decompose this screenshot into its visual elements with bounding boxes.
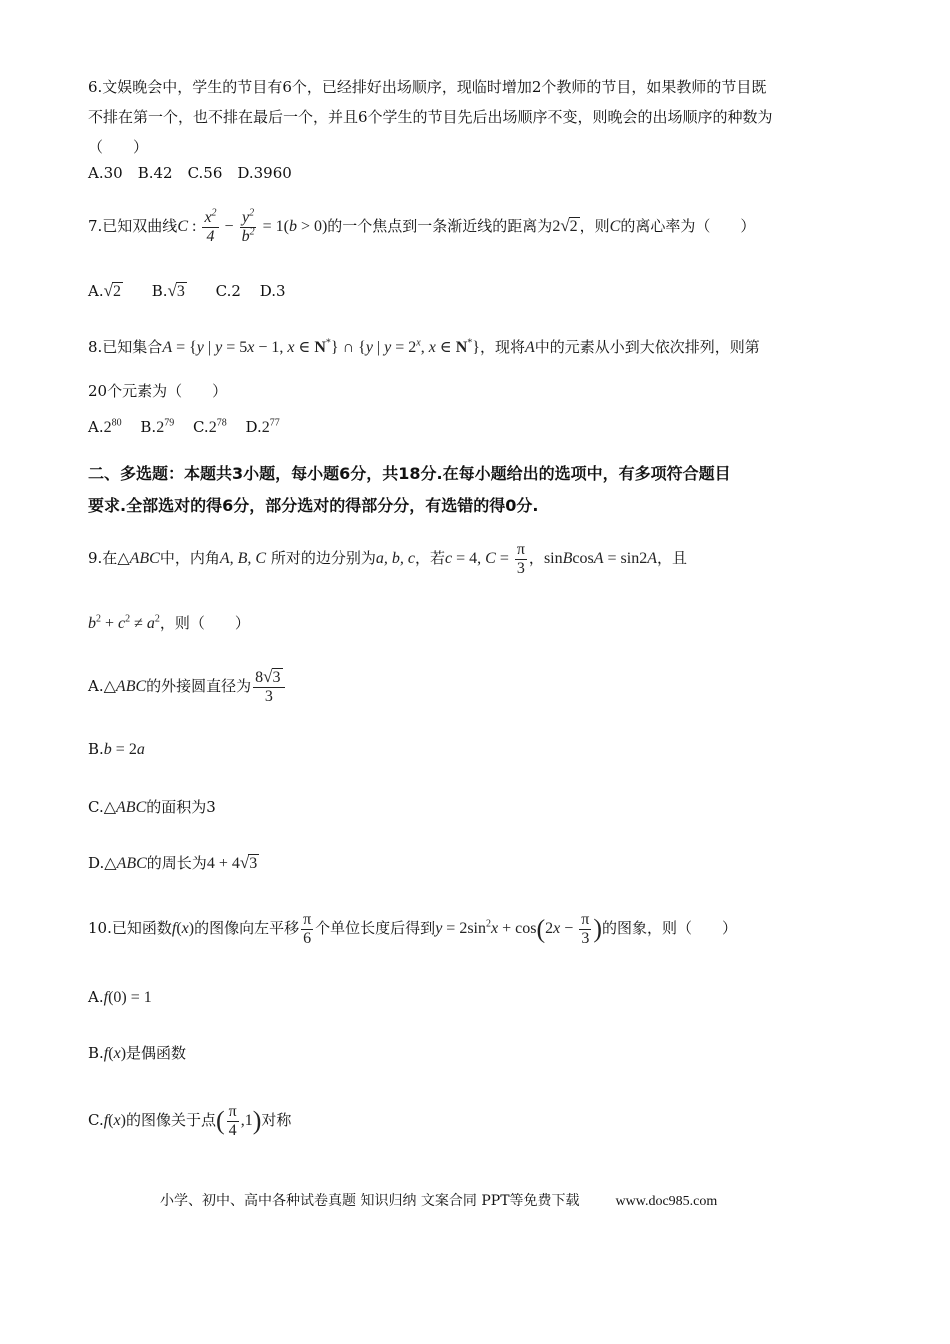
q7-suffix: ，则: [579, 217, 610, 235]
section2-line1: 二、多选题：本题共3小题，每小题6分，共18分.在每小题给出的选项中，有多项符合题目: [88, 464, 731, 483]
q6-options: A.30 B.42 C.56 D.3960: [88, 164, 292, 182]
q8-stem: 8.已知集合A = {y | y = 5x − 1, x ∈ N*} ∩ {y | $y = 2^x$, x ∈ N*}，现将A中的元素从小到大依次排列，则第: [88, 337, 760, 356]
q10-option-c: C.f(x)的图像关于点( $\frac{\pi}{4}$ ,1)对称: [88, 1102, 292, 1139]
q8-option-d: D.: [245, 418, 262, 436]
q8-option-a: A.: [88, 418, 104, 436]
q7-distance: 2√2: [552, 216, 578, 235]
q6-line3: （ ）: [88, 138, 149, 156]
q8-option-b: B.: [140, 418, 157, 436]
q9-option-c: C.△ABC的面积为3: [88, 798, 216, 816]
footer-site[interactable]: www.doc985.com: [615, 1194, 718, 1209]
q9-option-d: D.△ABC的周长为4 + 4√3: [88, 853, 258, 872]
q10-option-b: B.f(x)是偶函数: [88, 1044, 187, 1062]
q7-options: A.√2 B.√3 C.2 D.3: [88, 281, 286, 300]
q8-middle: ，现将: [479, 338, 525, 356]
q10-option-a: A.f(0) = 1: [88, 988, 152, 1006]
q7-option-a: A.: [88, 282, 104, 300]
q7-option-d: D.3: [259, 282, 286, 300]
q10-prefix: 10.已知函数: [88, 919, 172, 937]
q7-stem: 7.已知双曲线C : $\frac{x^2}{4}$ − $\frac{y^2}{b^2}$ = 1(b > 0)的一个焦点到一条渐近线的距离为2√2 ，则C的离心率为（ ）: [88, 207, 756, 245]
q7-option-c: C.2: [215, 282, 241, 300]
q8-prefix: 8.已知集合: [88, 338, 163, 356]
q9-stem: 9.在△ABC中，内角A, B, C 所对的边分别为a, b, c，若c = 4, C = $\frac{\pi}{3}$ ，sinBcosA = sin2A，且: [88, 540, 687, 577]
q6-line1: 6.文娱晚会中，学生的节目有6个，已经排好出场顺序，现临时增加2个教师的节目，如果教师的节目既: [88, 78, 767, 96]
section2-line2: 要求.全部选对的得6分，部分选对的得部分分，有选错的得0分.: [88, 496, 539, 515]
q8-line2: 20个元素为（ ）: [88, 382, 228, 400]
q8-suffix: 中的元素从小到大依次排列，则第: [534, 338, 760, 356]
q8-option-c: C.: [192, 418, 209, 436]
q6-line2: 不排在第一个，也不排在最后一个，并且6个学生的节目先后出场顺序不变，则晚会的出场顺序的种数为: [88, 108, 773, 126]
q9-line2: $b^2 + c^2 \ne a^2$，则（ ）: [88, 613, 250, 632]
q8-options: $A.2^{80}$ $B.2^{79}$ $C.2^{78}$ $D.2^{77}$: [88, 417, 280, 436]
footer: [160, 1190, 717, 1210]
q9-option-b: B.b = 2a: [88, 740, 145, 758]
q7-prefix: 7.已知双曲线: [88, 217, 178, 235]
q10-stem: 10.已知函数f(x)的图像向左平移 $\frac{\pi}{6}$ 个单位长度后得到$y = 2\sin^2x + \cos(2x$ − $\frac{\pi}{3}$ )的图象，则（ ）: [88, 910, 738, 947]
q9-option-a: A.△ABC的外接圆直径为 $\frac{8√3}{3}$: [88, 664, 880, 709]
q9-prefix: 9.在: [88, 549, 118, 567]
q7-option-b: B.: [151, 282, 168, 300]
q7-hyperbola-formula: C: [177, 218, 188, 235]
footer-text: 小学、初中、高中各种试卷真题 知识归纳 文案合同 PPT等免费下载: [160, 1193, 580, 1209]
q7-end: 的离心率为（ ）: [620, 217, 756, 235]
q8-set-formula: A = {y | y = 5x − 1, x ∈ N*} ∩ {y | $y = 2^x$, x ∈ N*}: [162, 337, 480, 356]
q7-middle: 的一个焦点到一条渐近线的距离为: [327, 217, 553, 235]
